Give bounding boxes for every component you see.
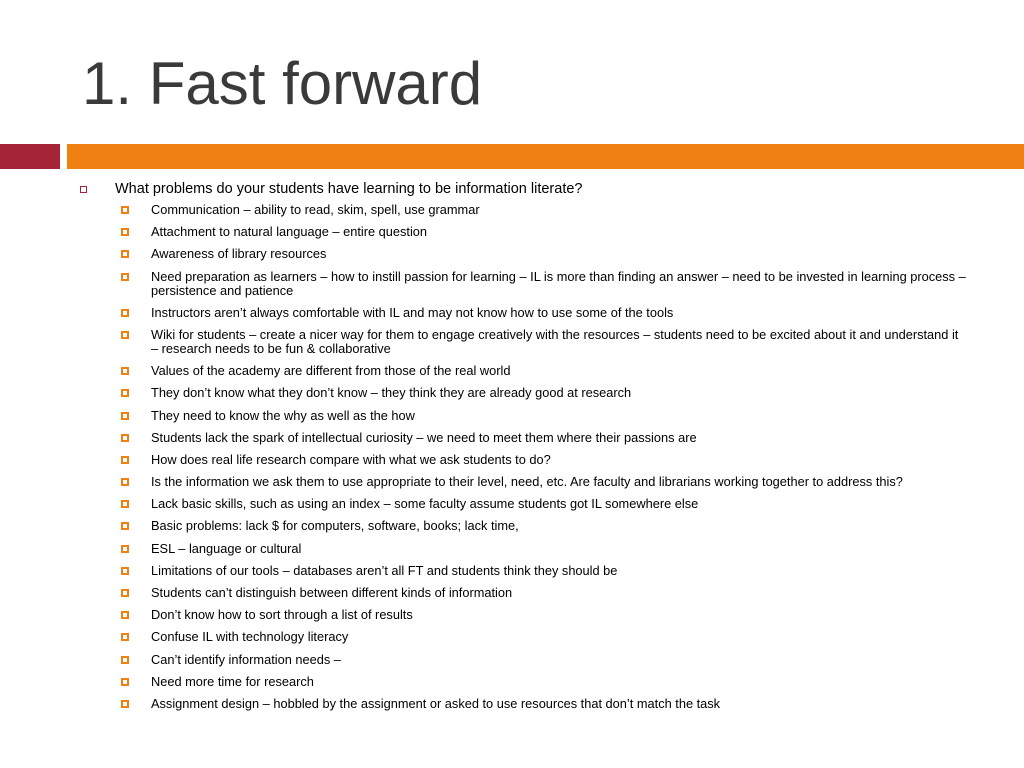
- slide-title: 1. Fast forward: [82, 50, 483, 117]
- list-item: [78, 453, 968, 467]
- list-item: [78, 519, 968, 533]
- square-bullet-icon: [80, 186, 87, 193]
- square-bullet-icon: [121, 500, 129, 508]
- square-bullet-icon: [121, 331, 129, 339]
- square-bullet-icon: [121, 700, 129, 708]
- list-item: [78, 225, 968, 239]
- square-bullet-icon: [121, 567, 129, 575]
- question-bullet: [78, 180, 968, 199]
- list-item: [78, 386, 968, 400]
- list-item-text: Students can’t distinguish between different kinds of information: [151, 585, 513, 600]
- list-item-text: ESL – language or cultural: [151, 540, 302, 556]
- list-item: [78, 675, 968, 689]
- list-item: [78, 364, 968, 378]
- square-bullet-icon: [121, 478, 129, 486]
- list-item-text: Attachment to natural language – entire question: [151, 224, 428, 240]
- answer-list: [78, 203, 968, 711]
- list-item: [78, 608, 968, 622]
- list-item: [78, 697, 968, 711]
- square-bullet-icon: [121, 545, 129, 553]
- list-item-text: Can’t identify information needs –: [151, 651, 341, 667]
- list-item: [78, 431, 968, 445]
- list-item: [78, 247, 968, 261]
- square-bullet-icon: [121, 228, 129, 236]
- list-item-text: Don’t know how to sort through a list of results: [151, 607, 413, 623]
- list-item-text: Is the information we ask them to use appropriate to their level, need, etc. Are faculty and librarians working together to address this?: [151, 474, 903, 490]
- title-divider-accent-red: [0, 144, 60, 169]
- list-item: [78, 306, 968, 320]
- list-item: [78, 409, 968, 423]
- square-bullet-icon: [121, 412, 129, 420]
- square-bullet-icon: [121, 633, 129, 641]
- square-bullet-icon: [121, 250, 129, 258]
- list-item-text: Instructors aren’t always comfortable with IL and may not know how to use some of the tools: [151, 304, 674, 320]
- list-item-text: Students lack the spark of intellectual curiosity – we need to meet them where their passions are: [151, 429, 697, 445]
- list-item: [78, 328, 968, 356]
- square-bullet-icon: [121, 434, 129, 442]
- square-bullet-icon: [121, 589, 129, 597]
- list-item-text: Lack basic skills, such as using an index – some faculty assume students got IL somewhere else: [151, 496, 699, 512]
- square-bullet-icon: [121, 309, 129, 317]
- square-bullet-icon: [121, 206, 129, 214]
- square-bullet-icon: [121, 522, 129, 530]
- list-item-text: Assignment design – hobbled by the assignment or asked to use resources that don’t match the task: [151, 695, 721, 711]
- square-bullet-icon: [121, 456, 129, 464]
- list-item-text: Communication – ability to read, skim, spell, use grammar: [151, 202, 480, 217]
- square-bullet-icon: [121, 611, 129, 619]
- square-bullet-icon: [121, 656, 129, 664]
- list-item-text: How does real life research compare with what we ask students to do?: [151, 451, 551, 467]
- list-item-text: Wiki for students – create a nicer way for them to engage creatively with the resources – students need to be excited about it and understand it – research needs to be fun & collaborative: [151, 326, 959, 356]
- title-divider-accent-orange: [67, 144, 1024, 169]
- list-item-text: Need more time for research: [151, 673, 314, 689]
- square-bullet-icon: [121, 678, 129, 686]
- list-item-text: Awareness of library resources: [151, 246, 327, 262]
- list-item: [78, 203, 968, 217]
- square-bullet-icon: [121, 389, 129, 397]
- list-item: [78, 564, 968, 578]
- list-item-text: They need to know the why as well as the how: [151, 407, 415, 423]
- list-item: [78, 475, 968, 489]
- list-item: [78, 270, 968, 298]
- list-item-text: Limitations of our tools – databases aren’t all FT and students think they should be: [151, 562, 618, 578]
- list-item-text: Confuse IL with technology literacy: [151, 629, 349, 645]
- list-item-text: Basic problems: lack $ for computers, software, books; lack time,: [151, 518, 519, 534]
- list-item: [78, 653, 968, 667]
- square-bullet-icon: [121, 367, 129, 375]
- list-item: [78, 630, 968, 644]
- square-bullet-icon: [121, 273, 129, 281]
- list-item-text: Need preparation as learners – how to instill passion for learning – IL is more than finding an answer – need to be invested in learning process – persistence and patience: [151, 268, 966, 298]
- question-text: What problems do your students have learning to be information literate?: [115, 181, 583, 197]
- list-item-text: Values of the academy are different from those of the real world: [151, 363, 511, 379]
- list-item-text: They don’t know what they don’t know – they think they are already good at research: [151, 385, 632, 401]
- list-item: [78, 497, 968, 511]
- list-item: [78, 542, 968, 556]
- slide-body: [78, 180, 968, 719]
- list-item: [78, 586, 968, 600]
